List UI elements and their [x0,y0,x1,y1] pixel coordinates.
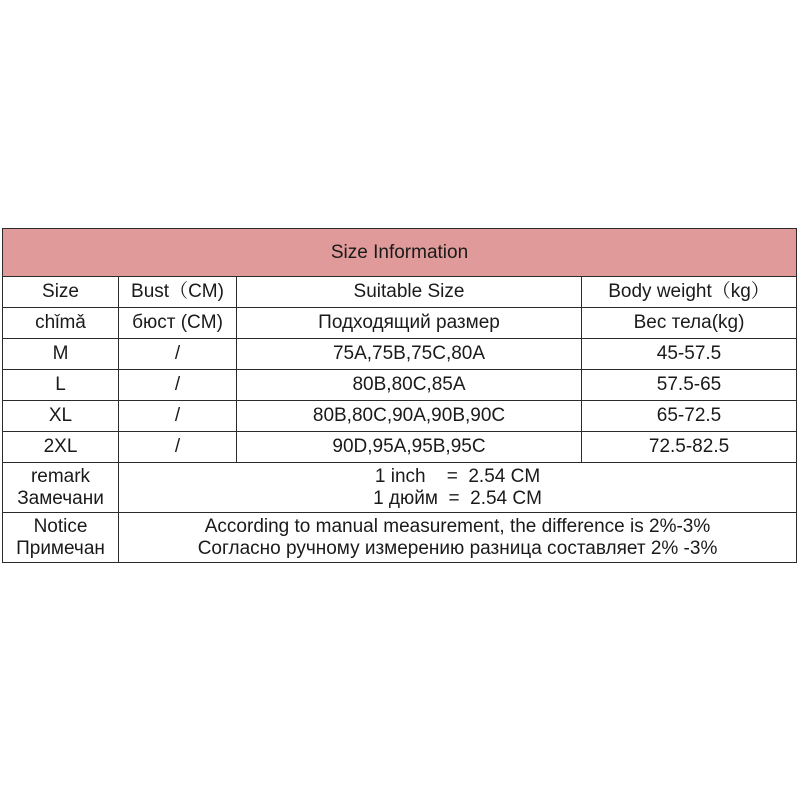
size-cell: L [3,370,119,401]
notice-label [3,513,119,563]
remark-line-inch: 1 inch = 2.54 CM [374,465,541,487]
body-weight-cell: 65-72.5 [582,401,797,432]
remark-line-dyuym: 1 дюйм = 2.54 CM [373,487,542,509]
size-cell: 2XL [3,432,119,463]
body-weight-cell: 57.5-65 [582,370,797,401]
table-row [3,432,797,463]
header-size: Size [3,277,119,308]
bust-cell: / [119,401,237,432]
table-row [3,401,797,432]
remark-content [119,463,797,513]
header-size-ru: chǐmǎ [3,308,119,339]
remark-label-ru: Замечани [17,487,104,509]
remark-label-en: remark [30,465,91,487]
table-title: Size Information [3,229,797,277]
header-bust: Bust（CM) [119,277,237,308]
notice-line-en: According to manual measurement, the difference is 2%-3% [204,515,711,537]
header-body-weight: Body weight（kg） [582,277,797,308]
table-row [3,339,797,370]
notice-line-ru: Согласно ручному измерению разница составляет 2% -3% [197,537,718,559]
title-row [3,229,797,277]
suitable-size-cell: 80B,80C,90A,90B,90C [237,401,582,432]
notice-row [3,513,797,563]
size-cell: M [3,339,119,370]
remark-label [3,463,119,513]
remark-row [3,463,797,513]
header-body-weight-ru: Вес тела(kg) [582,308,797,339]
header-row-english [3,277,797,308]
size-cell: XL [3,401,119,432]
body-weight-cell: 72.5-82.5 [582,432,797,463]
bust-cell: / [119,339,237,370]
suitable-size-cell: 80B,80C,85A [237,370,582,401]
header-suitable-size-ru: Подходящий размер [237,308,582,339]
bust-cell: / [119,432,237,463]
suitable-size-cell: 75A,75B,75C,80A [237,339,582,370]
size-information-table [2,228,797,563]
header-row-russian [3,308,797,339]
table-row [3,370,797,401]
notice-label-ru: Примечан [16,537,105,559]
bust-cell: / [119,370,237,401]
header-bust-ru: бюст (CM) [119,308,237,339]
suitable-size-cell: 90D,95A,95B,95C [237,432,582,463]
notice-content [119,513,797,563]
header-suitable-size: Suitable Size [237,277,582,308]
notice-label-en: Notice [33,515,88,537]
body-weight-cell: 45-57.5 [582,339,797,370]
